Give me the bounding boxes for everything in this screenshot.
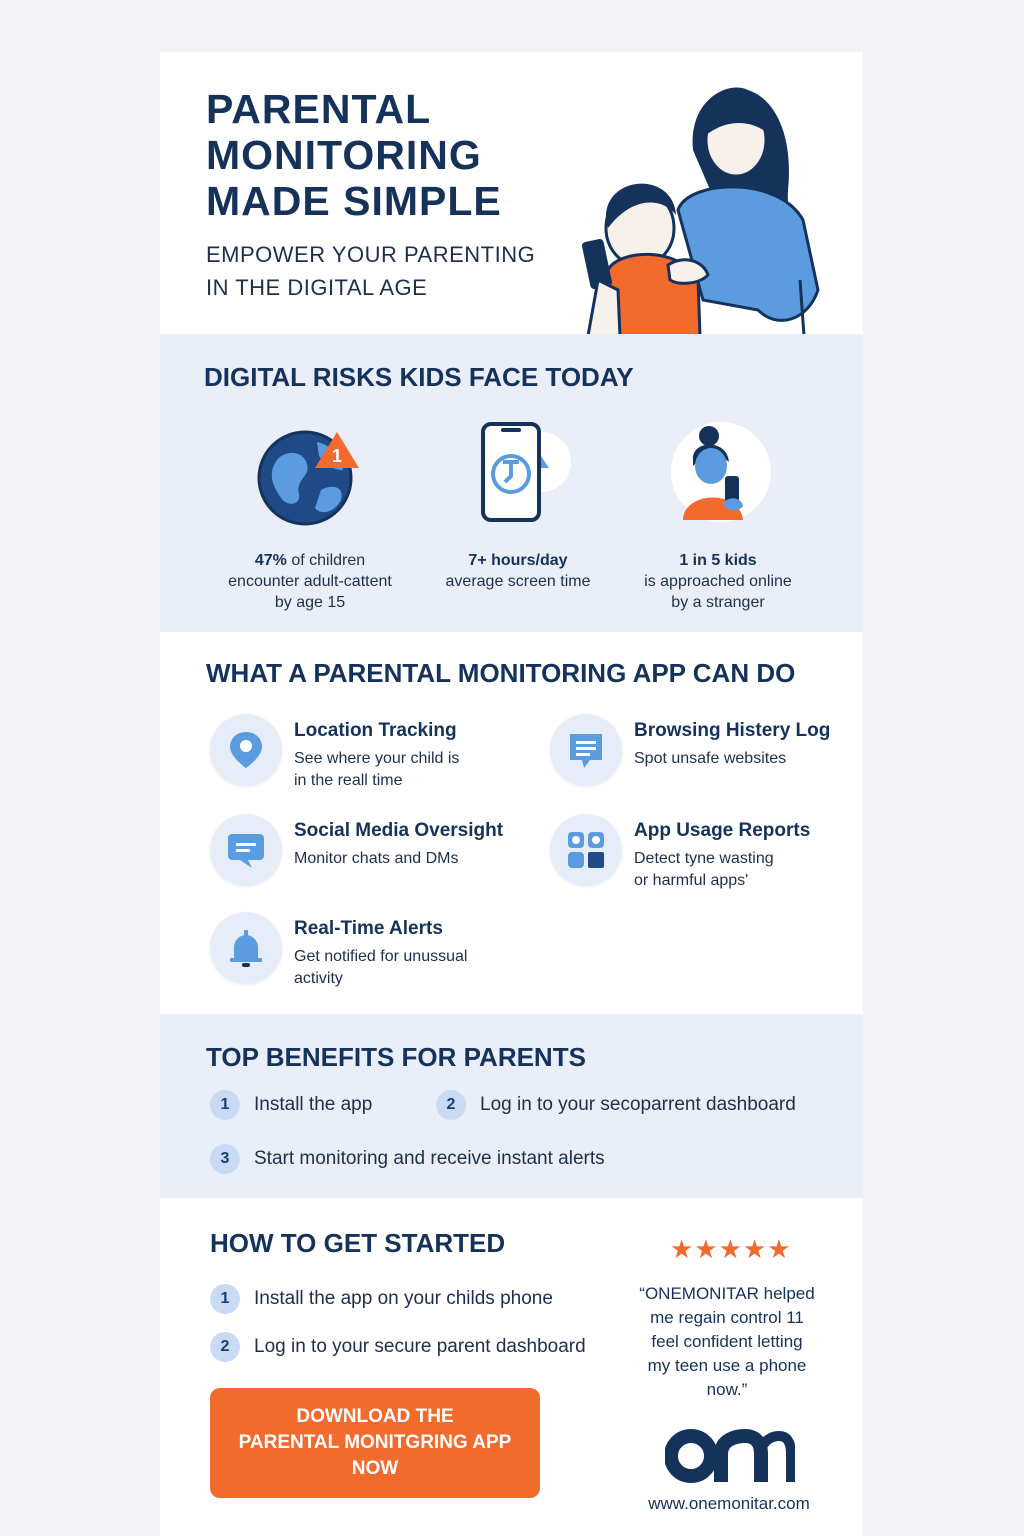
hero-section xyxy=(160,52,863,334)
subtitle-line-1: EMPOWER YOUR PARENTING xyxy=(206,242,536,267)
features-title: WHAT A PARENTAL MONITORING APP CAN DO xyxy=(206,658,796,688)
location-pin-icon xyxy=(226,730,266,770)
infographic-page xyxy=(160,52,863,1536)
risk-text-stranger: 1 in 5 kids is approached online by a stranger xyxy=(644,552,792,611)
rating-stars-icon: ★★★★★ xyxy=(670,1234,792,1264)
page-subtitle xyxy=(206,238,576,304)
feature-browsing-history xyxy=(550,714,863,794)
svg-text:1: 1 xyxy=(331,446,343,466)
title-line-3: MADE SIMPLE xyxy=(206,178,502,224)
step-number: 1 xyxy=(210,1284,240,1314)
step-label: Log in to your secure parent dashboard xyxy=(254,1336,586,1357)
cta-line-3: NOW xyxy=(351,1458,399,1479)
get-started-title: HOW TO GET STARTED xyxy=(210,1228,506,1258)
step-number: 2 xyxy=(210,1332,240,1362)
onemonitar-logo xyxy=(665,1424,795,1484)
feature-app-usage xyxy=(550,814,863,894)
app-grid-icon xyxy=(566,830,606,870)
risk-item-stranger xyxy=(618,420,818,613)
features-section xyxy=(160,632,863,1014)
download-app-button[interactable] xyxy=(210,1388,540,1498)
title-line-1: PARENTAL xyxy=(206,86,432,132)
globe-alert-icon xyxy=(255,420,365,530)
benefit-step-3 xyxy=(210,1144,605,1174)
feature-location-tracking xyxy=(210,714,530,794)
subtitle-line-2: IN THE DIGITAL AGE xyxy=(206,275,428,300)
parent-child-illustration xyxy=(578,80,828,336)
step-label: Install the app xyxy=(254,1094,373,1115)
feature-desc: Spot unsafe websites xyxy=(634,750,787,767)
step-number: 3 xyxy=(210,1144,240,1174)
risk-item-screen-time xyxy=(418,420,618,592)
risks-title: DIGITAL RISKS KIDS FACE TODAY xyxy=(204,362,634,392)
feature-social-media xyxy=(210,814,530,894)
title-line-2: MONITORING xyxy=(206,132,482,178)
testimonial-quote: “ONEMONITAR helped me regain control 11 feel confident letting my teen use a phone now.” xyxy=(639,1284,815,1399)
cta-line-2: PARENTAL MONITGRING APP xyxy=(238,1432,512,1453)
step-number: 2 xyxy=(436,1090,466,1120)
bell-icon xyxy=(226,928,266,968)
message-list-icon xyxy=(566,730,606,770)
risk-text-adult-content: 47% of children encounter adult-cattent by age 15 xyxy=(228,552,392,611)
step-number: 1 xyxy=(210,1090,240,1120)
feature-title: Location Tracking xyxy=(294,720,457,741)
step-label: Start monitoring and receive instant alerts xyxy=(254,1148,605,1169)
risks-section xyxy=(160,334,863,632)
step-label: Log in to your secoparrent dashboard xyxy=(480,1094,796,1115)
chat-bubble-icon xyxy=(226,830,266,870)
get-started-section xyxy=(160,1198,863,1536)
page-title xyxy=(206,86,566,224)
feature-title: App Usage Reports xyxy=(634,820,811,841)
feature-title: Browsing Histery Log xyxy=(634,720,831,741)
feature-title: Real-Time Alerts xyxy=(294,918,443,939)
benefits-section xyxy=(160,1014,863,1198)
child-phone-icon xyxy=(663,420,773,530)
feature-desc: Monitor chats and DMs xyxy=(294,850,459,867)
start-step-1 xyxy=(210,1284,553,1314)
feature-desc: See where your child is in the reall time xyxy=(294,750,460,789)
benefit-step-1 xyxy=(210,1090,372,1120)
risk-text-screen-time: 7+ hours/day average screen time xyxy=(445,552,591,590)
start-step-2 xyxy=(210,1332,586,1362)
phone-clock-icon xyxy=(463,420,573,530)
benefit-step-2 xyxy=(436,1090,796,1120)
feature-title: Social Media Oversight xyxy=(294,820,504,841)
feature-real-time-alerts xyxy=(210,912,530,992)
feature-desc: Get notified for unussual activity xyxy=(294,948,468,987)
cta-line-1: DOWNLOAD THE xyxy=(296,1406,454,1427)
feature-desc: Detect tyne wasting or harmful apps' xyxy=(634,850,774,889)
risk-item-adult-content xyxy=(210,420,410,613)
website-url: www.onemonitar.com xyxy=(648,1494,810,1513)
benefits-title: TOP BENEFITS FOR PARENTS xyxy=(206,1042,586,1072)
step-label: Install the app on your childs phone xyxy=(254,1288,553,1309)
